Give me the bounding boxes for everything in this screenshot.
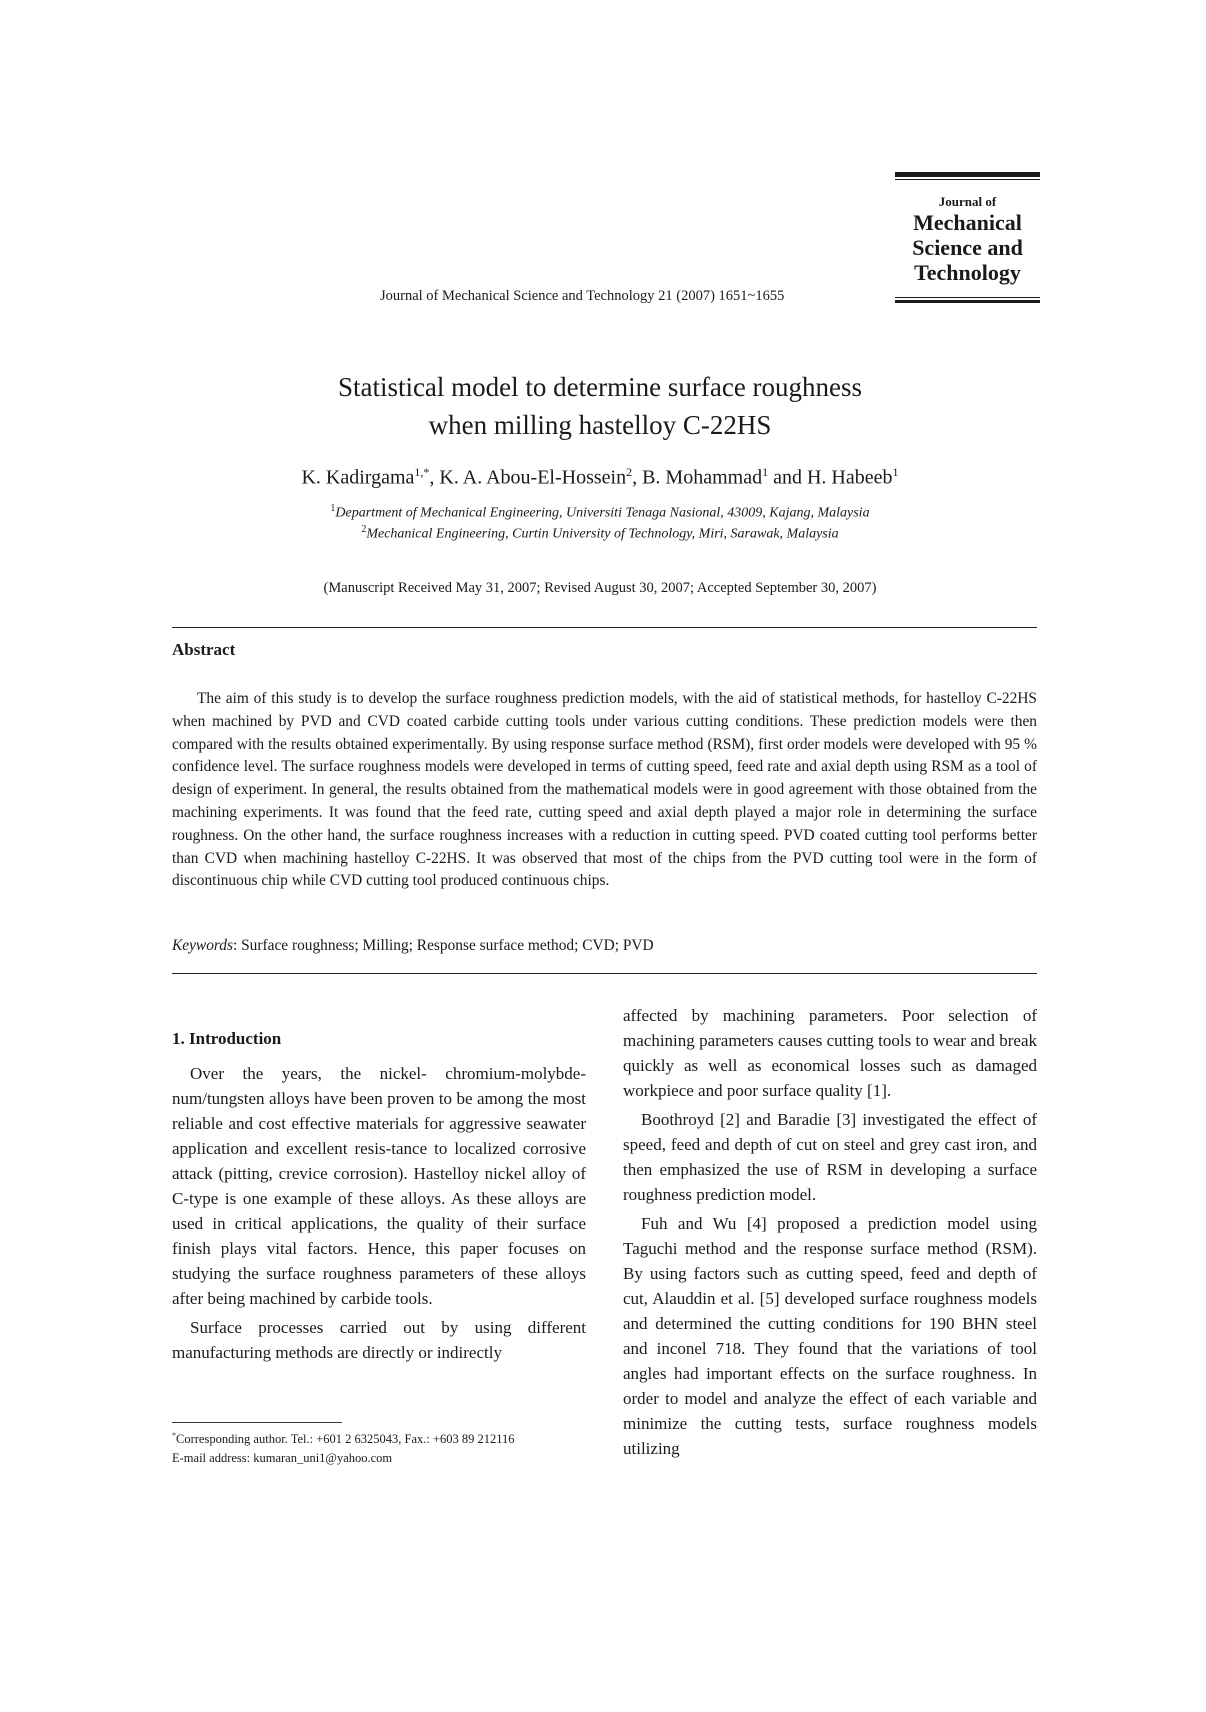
intro-paragraph-1: Over the years, the nickel- chromium-molybde-num/tungsten alloys have been proven to be among the most reliable and cost effective materials for aggressive seawater application and excellent resis-tance to localized corrosive attack (pitting, crevice corrosion). Hastelloy nickel alloy of C-type is one example of these alloys. As these alloys are used in critical applications, the quality of their surface finish plays vital factors. Hence, this paper focuses on studying the surface roughness parameters of these alloys after being machined by carbide tools. xyxy=(172,1064,586,1308)
footnote-line-1 xyxy=(172,1426,515,1449)
footnote-marker: * xyxy=(172,1431,176,1440)
journal-logo xyxy=(895,172,1040,305)
author-3-affil: 1 xyxy=(762,465,769,479)
intro-paragraph-3: Boothroyd [2] and Baradie [3] investigated the effect of speed, feed and depth of cut on steel and grey cast iron, and then emphasized the use of RSM in developing a surface roughness prediction model. xyxy=(623,1110,1037,1204)
affiliation-2 xyxy=(250,524,950,543)
author-1: K. Kadirgama xyxy=(301,466,415,489)
keywords-label: Keywords xyxy=(172,937,233,954)
footnote xyxy=(172,1426,515,1468)
author-3: , B. Mohammad xyxy=(632,466,763,489)
logo-line-2: Science and xyxy=(912,235,1023,260)
affiliation-2-marker: 2 xyxy=(361,524,367,535)
abstract-heading: Abstract xyxy=(172,640,236,659)
author-4: and H. Habeeb xyxy=(768,466,893,489)
intro-paragraph-4: Fuh and Wu [4] proposed a prediction model using Taguchi method and the response surface method (RSM). By using factors such as cutting speed, feed and depth of cut, Alauddin et al. [5] developed surface roughness models and determined the cutting conditions for 190 BHN steel and inconel 718. They found that the variations of tool angles had important effects on the surface roughness. In order to model and analyze the effect of each variable and minimize the cutting tests, surface roughness models utilizing xyxy=(623,1214,1037,1458)
author-2-affil: 2 xyxy=(626,465,633,479)
introduction-heading: 1. Introduction xyxy=(172,1029,282,1048)
left-column xyxy=(172,1026,586,1365)
logo-line-1: Mechanical xyxy=(913,210,1022,235)
logo-bottom-rule xyxy=(895,300,1040,303)
author-2: , K. A. Abou-El-Hossein xyxy=(429,466,627,489)
abstract-top-rule xyxy=(172,627,1037,628)
right-column xyxy=(623,1003,1037,1461)
keywords xyxy=(172,937,654,955)
title-line-1: Statistical model to determine surface roughness xyxy=(337,372,863,402)
affiliation-1-marker: 1 xyxy=(330,503,336,514)
affiliation-1-text: Department of Mechanical Engineering, Universiti Tenaga Nasional, 43009, Kajang, Malaysia xyxy=(335,505,870,521)
affiliation-2-text: Mechanical Engineering, Curtin University of Technology, Miri, Sarawak, Malaysia xyxy=(366,526,839,542)
abstract-body: The aim of this study is to develop the surface roughness prediction models, with the aid of statistical methods, for hastelloy C-22HS when machined by PVD and CVD coated carbide cutting tools under various cutting conditions. These prediction models were then compared with the results obtained experimentally. By using response surface method (RSM), first order models were developed with 95 % confidence level. The surface roughness models were developed in terms of cutting speed, feed rate and axial depth using RSM as a tool of design of experiment. In general, the results obtained from the mathematical models were in good agreement with those obtained from the machining experiments. It was found that the feed rate, cutting speed and axial depth played a major role in determining the surface roughness. On the other hand, the surface roughness increases with a reduction in cutting speed. PVD coated cutting tool performs better than CVD when machining hastelloy C-22HS. It was observed that most of the chips from the PVD cutting tool were in the form of discontinuous chip while CVD cutting tool produced continuous chips. xyxy=(172,690,1037,890)
journal-citation: Journal of Mechanical Science and Technology 21 (2007) 1651~1655 xyxy=(380,288,785,304)
footnote-contact: Corresponding author. Tel.: +601 2 6325043, Fax.: +603 89 212116 xyxy=(176,1432,515,1447)
manuscript-dates: (Manuscript Received May 31, 2007; Revised August 30, 2007; Accepted September 30, 2007) xyxy=(323,580,877,596)
logo-journal-of: Journal of xyxy=(938,194,997,209)
footnote-rule xyxy=(172,1422,342,1423)
logo-top-rule xyxy=(895,172,1040,177)
intro-paragraph-2: Surface processes carried out by using different manufacturing methods are directly or indirectly xyxy=(172,1318,586,1362)
author-1-affil: 1,* xyxy=(414,465,430,479)
logo-bottom-rule-thin xyxy=(895,297,1040,298)
footnote-email: E-mail address: kumaran_uni1@yahoo.com xyxy=(172,1451,393,1466)
abstract-bottom-rule xyxy=(172,973,1037,974)
intro-paragraph-2-cont: affected by machining parameters. Poor selection of machining parameters causes cutting tools to wear and break quickly as well as economical losses such as damaged workpiece and poor surface quality [1]. xyxy=(623,1006,1037,1100)
title-line-2: when milling hastelloy C-22HS xyxy=(428,410,772,440)
paper-title xyxy=(250,368,950,444)
author-list xyxy=(250,465,950,490)
keywords-text: : Surface roughness; Milling; Response surface method; CVD; PVD xyxy=(233,937,654,954)
author-4-affil: 1 xyxy=(892,465,899,479)
affiliation-1 xyxy=(250,503,950,522)
logo-top-rule-thin xyxy=(895,179,1040,180)
logo-line-3: Technology xyxy=(914,260,1021,285)
